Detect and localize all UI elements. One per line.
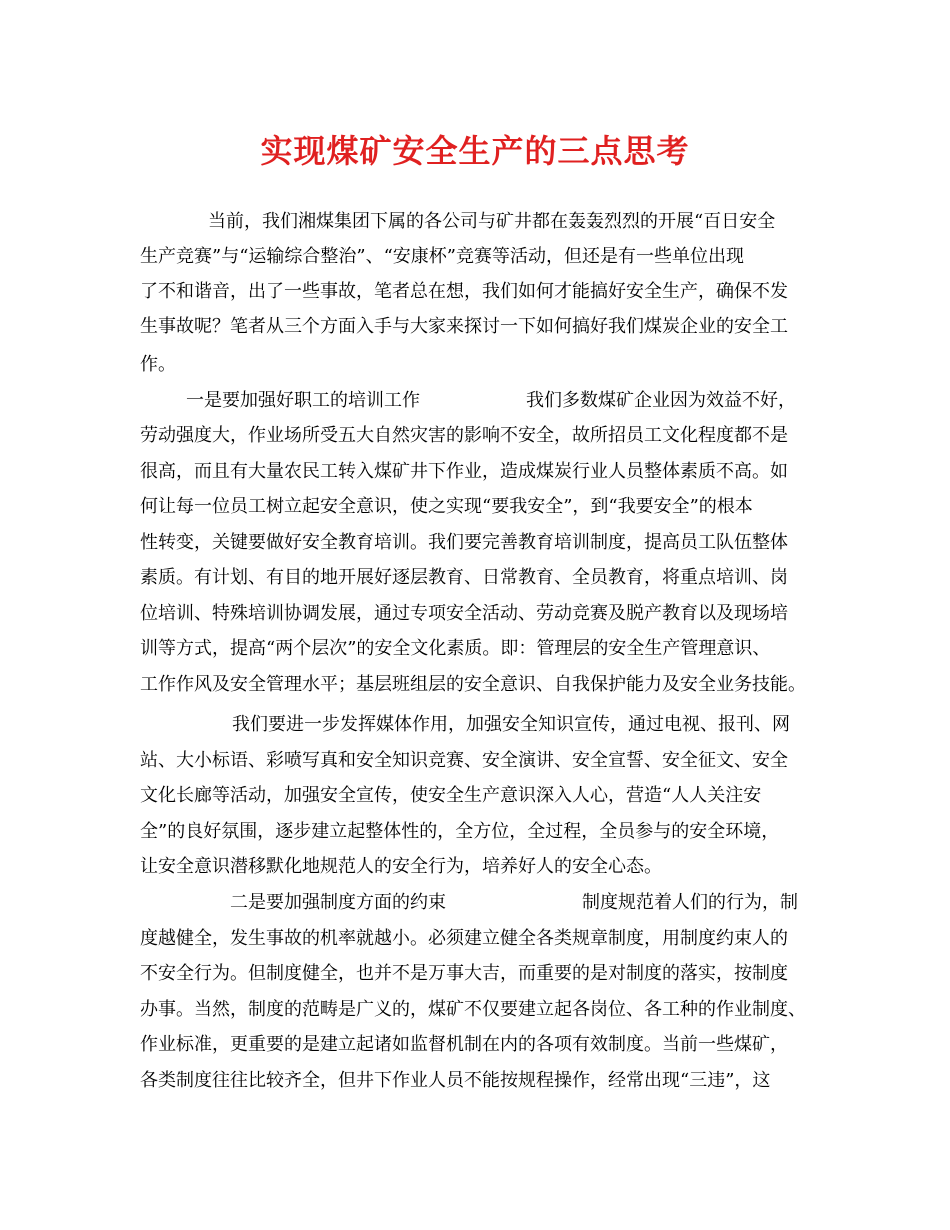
text-line: 制度规范着人们的行为，制 xyxy=(582,892,798,913)
text-line: 我们要进一步发挥媒体作用，加强安全知识宣传，通过电视、报刊、网 xyxy=(232,714,790,735)
text-line: 我们多数煤矿企业因为效益不好， xyxy=(526,390,796,411)
text-line: 作业标准，更重要的是建立起诸如监督机制在内的各项有效制度。当前一些煤矿， xyxy=(140,1034,788,1055)
text-line: 素质。有计划、有目的地开展好逐层教育、日常教育、全员教育，将重点培训、岗 xyxy=(140,567,788,588)
text-line: 不安全行为。但制度健全，也并不是万事大吉，而重要的是对制度的落实，按制度 xyxy=(140,963,788,984)
section-heading: 一是要加强好职工的培训工作 xyxy=(186,390,420,411)
text-line: 让安全意识潜移默化地规范人的安全行为，培养好人的安全心态。 xyxy=(140,856,662,877)
text-line: 何让每一位员工树立起安全意识，使之实现“要我安全”，到“我要安全”的根本 xyxy=(140,496,753,517)
text-line: 训等方式，提高“两个层次”的安全文化素质。即：管理层的安全生产管理意识、 xyxy=(140,638,771,659)
text-line: 度越健全，发生事故的机率就越小。必须建立健全各类规章制度，用制度约束人的 xyxy=(140,928,788,949)
text-line: 各类制度往往比较齐全，但井下作业人员不能按规程操作，经常出现“三违”，这 xyxy=(140,1070,771,1091)
text-line: 办事。当然，制度的范畴是广义的，煤矿不仅要建立起各岗位、各工种的作业制度、 xyxy=(140,999,806,1020)
text-line: 位培训、特殊培训协调发展，通过专项安全活动、劳动竞赛及脱产教育以及现场培 xyxy=(140,603,788,624)
text-line: 文化长廊等活动，加强安全宣传，使安全生产意识深入人心，营造“人人关注安 xyxy=(140,785,762,806)
document-title: 实现煤矿安全生产的三点思考 xyxy=(260,132,690,170)
text-line: 性转变，关键要做好安全教育培训。我们要完善教育培训制度，提高员工队伍整体 xyxy=(140,532,788,553)
text-line: 工作作风及安全管理水平；基层班组层的安全意识、自我保护能力及安全业务技能。 xyxy=(140,674,806,695)
section-heading: 二是要加强制度方面的约束 xyxy=(230,892,446,913)
text-line: 劳动强度大，作业场所受五大自然灾害的影响不安全，故所招员工文化程度都不是 xyxy=(140,425,788,446)
text-line: 很高，而且有大量农民工转入煤矿井下作业，造成煤炭行业人员整体素质不高。如 xyxy=(140,461,788,482)
text-line: 站、大小标语、彩喷写真和安全知识竞赛、安全演讲、安全宣誓、安全征文、安全 xyxy=(140,750,788,771)
text-line: 当前，我们湘煤集团下属的各公司与矿井都在轰轰烈烈的开展“百日安全 xyxy=(208,211,776,232)
text-line: 了不和谐音，出了一些事故，笔者总在想，我们如何才能搞好安全生产，确保不发 xyxy=(140,281,788,302)
text-line: 生产竞赛”与“运输综合整治”、“安康杯”竞赛等活动，但还是有一些单位出现 xyxy=(140,246,745,267)
text-line: 作。 xyxy=(140,354,176,375)
text-line: 生事故呢？笔者从三个方面入手与大家来探讨一下如何搞好我们煤炭企业的安全工 xyxy=(140,316,788,337)
text-line: 全”的良好氛围，逐步建立起整体性的，全方位，全过程，全员参与的安全环境， xyxy=(140,821,780,842)
